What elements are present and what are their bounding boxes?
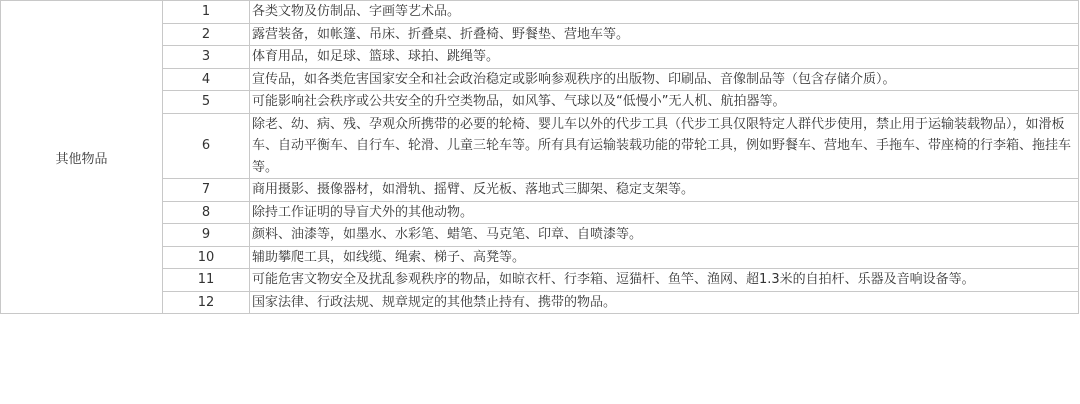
table-row xyxy=(1,291,1079,314)
row-description: 除老、幼、病、残、孕观众所携带的必要的轮椅、婴儿车以外的代步工具（代步工具仅限特定人群代步使用，禁止用于运输装载物品），如滑板车、自动平衡车、自行车、轮滑、儿童三轮车等。所有具有运输装载功能的带轮工具，例如野餐车、营地车、手拖车、带座椅的行李箱、拖挂车等。 xyxy=(250,113,1079,179)
table-row xyxy=(1,91,1079,114)
row-description: 宣传品，如各类危害国家安全和社会政治稳定或影响参观秩序的出版物、印刷品、音像制品等（包含存储介质）。 xyxy=(250,68,1079,91)
row-number: 9 xyxy=(163,224,250,247)
row-number: 3 xyxy=(163,46,250,69)
row-number: 11 xyxy=(163,269,250,292)
table-row xyxy=(1,46,1079,69)
table-row xyxy=(1,23,1079,46)
row-number: 1 xyxy=(163,1,250,24)
table-row xyxy=(1,224,1079,247)
row-number: 2 xyxy=(163,23,250,46)
table-row xyxy=(1,68,1079,91)
row-number: 8 xyxy=(163,201,250,224)
row-description: 可能影响社会秩序或公共安全的升空类物品，如风筝、气球以及“低慢小”无人机、航拍器等。 xyxy=(250,91,1079,114)
row-description: 辅助攀爬工具，如线缆、绳索、梯子、高凳等。 xyxy=(250,246,1079,269)
row-description: 商用摄影、摄像器材，如滑轨、摇臂、反光板、落地式三脚架、稳定支架等。 xyxy=(250,179,1079,202)
row-description: 可能危害文物安全及扰乱参观秩序的物品，如晾衣杆、行李箱、逗猫杆、鱼竿、渔网、超1.3米的自拍杆、乐器及音响设备等。 xyxy=(250,269,1079,292)
table-row xyxy=(1,201,1079,224)
row-number: 10 xyxy=(163,246,250,269)
row-number: 5 xyxy=(163,91,250,114)
row-description: 各类文物及仿制品、字画等艺术品。 xyxy=(250,1,1079,24)
row-number: 4 xyxy=(163,68,250,91)
row-description: 体育用品，如足球、篮球、球拍、跳绳等。 xyxy=(250,46,1079,69)
row-description: 国家法律、行政法规、规章规定的其他禁止持有、携带的物品。 xyxy=(250,291,1079,314)
row-number: 12 xyxy=(163,291,250,314)
row-number: 7 xyxy=(163,179,250,202)
table-row xyxy=(1,269,1079,292)
row-description: 除持工作证明的导盲犬外的其他动物。 xyxy=(250,201,1079,224)
category-cell: 其他物品 xyxy=(1,1,163,314)
row-description: 露营装备，如帐篷、吊床、折叠桌、折叠椅、野餐垫、营地车等。 xyxy=(250,23,1079,46)
table-row xyxy=(1,113,1079,179)
table-row xyxy=(1,246,1079,269)
row-number: 6 xyxy=(163,113,250,179)
table-row xyxy=(1,179,1079,202)
table-row xyxy=(1,1,1079,24)
row-description: 颜料、油漆等，如墨水、水彩笔、蜡笔、马克笔、印章、自喷漆等。 xyxy=(250,224,1079,247)
